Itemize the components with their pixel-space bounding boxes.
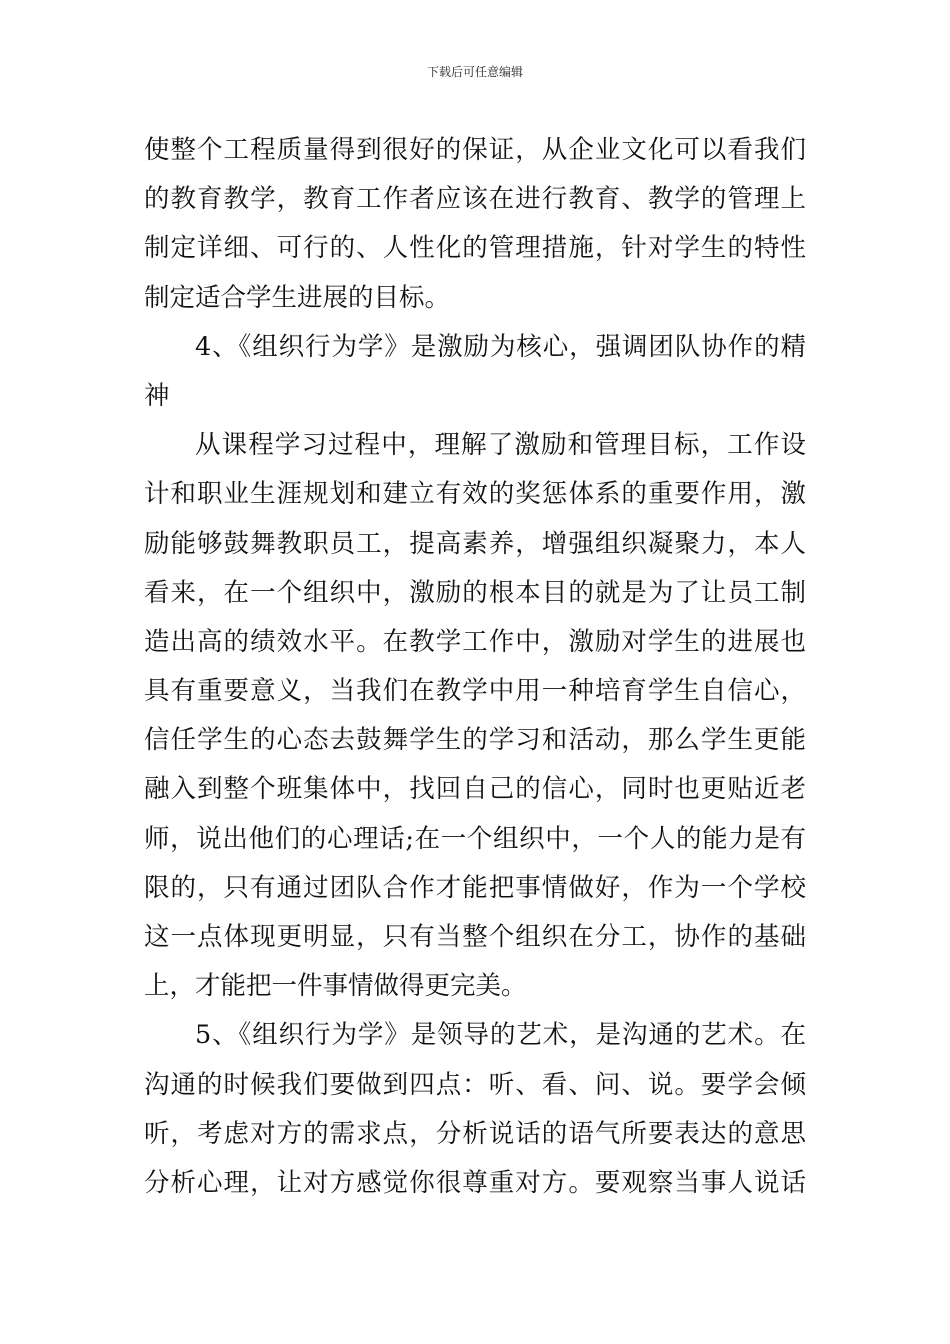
text-line: 沟通的时候我们要做到四点：听、看、问、说。要学会倾 — [144, 1069, 806, 1100]
text-line: 励能够鼓舞教职员工，提高素养，增强组织凝聚力，本人 — [144, 528, 806, 559]
text-line: 制定适合学生进展的目标。 — [144, 282, 451, 313]
text-line: 5、《组织行为学》是领导的艺术，是沟通的艺术。在 — [195, 1020, 806, 1051]
text-line: 这一点体现更明显，只有当整个组织在分工，协作的基础 — [144, 922, 806, 952]
text-line: 神 — [144, 380, 170, 411]
text-line: 听，考虑对方的需求点，分析说话的语气所要表达的意思 — [144, 1118, 806, 1149]
text-line: 上，才能把一件事情做得更完美。 — [144, 971, 527, 1002]
text-line: 融入到整个班集体中，找回自己的信心，同时也更贴近老 — [144, 774, 806, 805]
text-line: 使整个工程质量得到很好的保证，从企业文化可以看我们 — [144, 135, 806, 165]
page-header: 下载后可任意编辑 — [426, 65, 523, 79]
text-line: 计和职业生涯规划和建立有效的奖惩体系的重要作用，激 — [144, 479, 806, 510]
text-line: 的教育教学，教育工作者应该在进行教育、教学的管理上 — [144, 184, 806, 215]
text-line: 造出高的绩效水平。在教学工作中，激励对学生的进展也 — [144, 626, 806, 657]
text-line: 分析心理，让对方感觉你很尊重对方。要观察当事人说话 — [144, 1167, 806, 1198]
text-line: 师，说出他们的心理话;在一个组织中，一个人的能力是有 — [144, 823, 806, 854]
text-line: 具有重要意义，当我们在教学中用一种培育学生自信心， — [144, 676, 806, 707]
text-line: 限的，只有通过团队合作才能把事情做好，作为一个学校 — [144, 872, 806, 903]
body-text — [144, 126, 806, 1208]
text-line: 制定详细、可行的、人性化的管理措施，针对学生的特性 — [144, 233, 806, 264]
text-line: 4、《组织行为学》是激励为核心，强调团队协作的精 — [195, 331, 806, 362]
text-line: 信任学生的心态去鼓舞学生的学习和活动，那么学生更能 — [144, 725, 806, 756]
text-line: 从课程学习过程中，理解了激励和管理目标，工作设 — [195, 430, 806, 461]
text-line: 看来，在一个组织中，激励的根本目的就是为了让员工制 — [144, 577, 806, 608]
